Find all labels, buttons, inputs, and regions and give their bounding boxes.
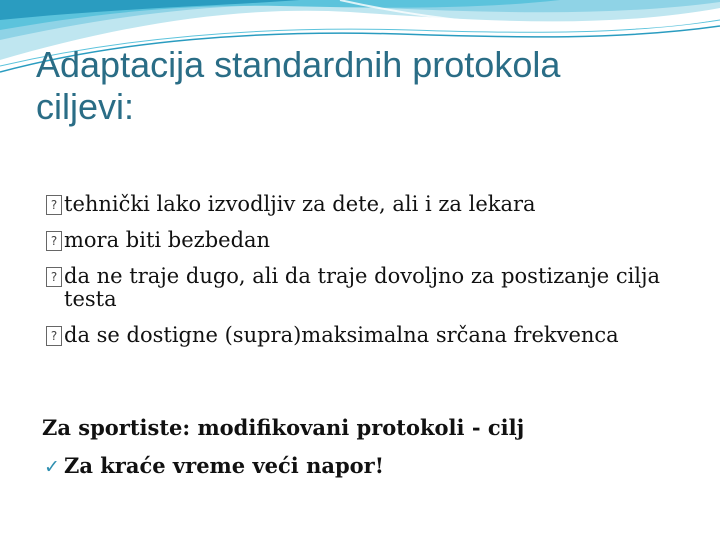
missing-glyph-icon: ? <box>46 231 62 251</box>
check-item-text: Za kraće vreme veći napor! <box>64 453 384 478</box>
list-item-text: da se dostigne (supra)maksimalna srčana frekvenca <box>64 323 619 347</box>
list-item <box>46 324 686 347</box>
subheading: Za sportiste: modifikovani protokoli - cilj <box>42 415 525 440</box>
missing-glyph-icon: ? <box>46 326 62 346</box>
list-item <box>46 229 686 252</box>
missing-glyph-icon: ? <box>46 267 62 287</box>
list-item-text: tehnički lako izvodljiv za dete, ali i za lekara <box>64 192 536 216</box>
goals-list <box>46 193 686 360</box>
check-item <box>44 452 684 481</box>
checkmark-icon: ✓ <box>44 456 60 478</box>
list-item-text: da ne traje dugo, ali da traje dovoljno za postizanje cilja testa <box>64 264 661 311</box>
title-line-2: ciljevi: <box>36 86 135 127</box>
slide-title <box>36 44 696 128</box>
list-item <box>46 193 686 216</box>
list-item <box>46 265 686 311</box>
title-line-1: Adaptacija standardnih protokola <box>36 44 561 85</box>
list-item-text: mora biti bezbedan <box>64 228 271 252</box>
missing-glyph-icon: ? <box>46 195 62 215</box>
